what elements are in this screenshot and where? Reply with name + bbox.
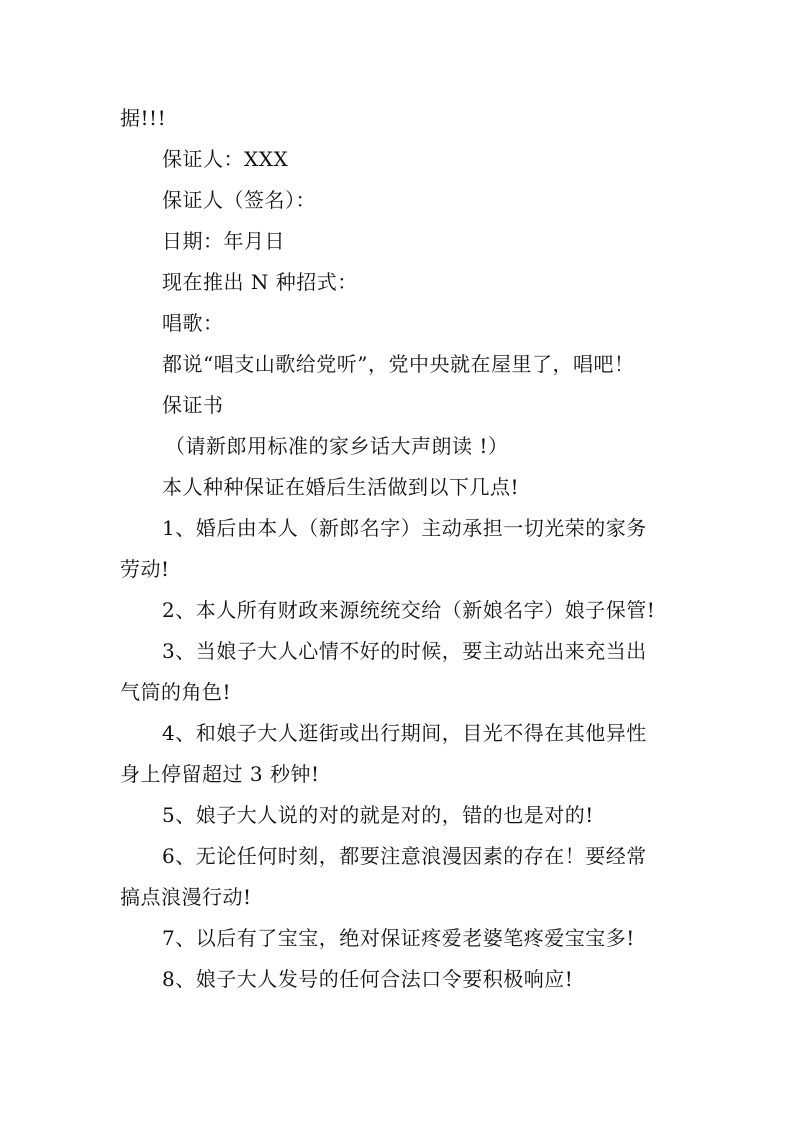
text-line: 2、本人所有财政来源统统交给（新娘名字）娘子保管! <box>162 598 656 622</box>
text-line: 8、娘子大人发号的任何合法口令要积极响应! <box>162 967 574 991</box>
text-line: 保证书 <box>162 393 224 417</box>
text-line: 气筒的角色! <box>120 680 232 704</box>
text-line: 3、当娘子大人心情不好的时候，要主动站出来充当出 <box>162 639 647 663</box>
text-line: 保证人：XXX <box>162 147 289 171</box>
text-line: 本人种种保证在婚后生活做到以下几点! <box>162 475 520 499</box>
text-line: 5、娘子大人说的对的就是对的，错的也是对的! <box>162 803 594 827</box>
text-line: 保证人（签名）： <box>162 188 316 212</box>
text-line: 6、无论任何时刻，都要注意浪漫因素的存在！要经常 <box>162 844 647 868</box>
text-line: 4、和娘子大人逛街或出行期间，目光不得在其他异性 <box>162 721 647 745</box>
text-line: （请新郎用标准的家乡话大声朗读 !） <box>165 434 509 458</box>
text-line: 据!!! <box>120 106 167 130</box>
text-line: 搞点浪漫行动! <box>120 885 252 909</box>
text-line: 现在推出 N 种招式： <box>162 270 358 294</box>
text-line: 日期：年月日 <box>162 229 285 253</box>
text-line: 身上停留超过 3 秒钟! <box>120 762 320 786</box>
text-line: 都说“唱支山歌给党听”，党中央就在屋里了，唱吧！ <box>162 352 635 376</box>
text-line: 唱歌： <box>162 311 224 335</box>
text-line: 7、以后有了宝宝，绝对保证疼爱老婆笔疼爱宝宝多! <box>162 926 635 950</box>
text-line: 1、婚后由本人（新郎名字）主动承担一切光荣的家务 <box>162 516 647 540</box>
document-body <box>120 98 680 1000</box>
text-line: 劳动! <box>120 557 170 581</box>
